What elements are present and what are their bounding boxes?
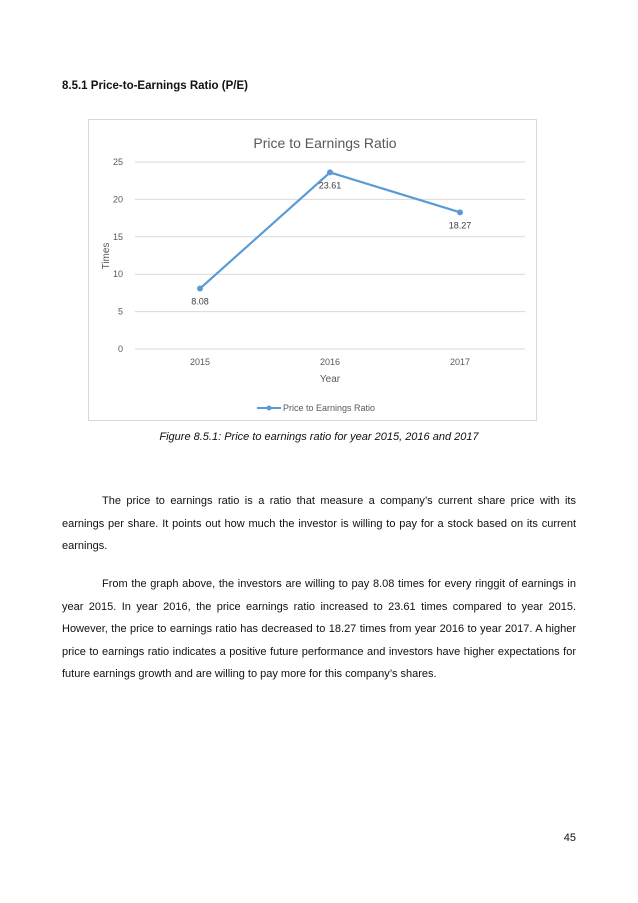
y-tick-label: 20 [112, 194, 123, 205]
chart-svg [89, 120, 538, 422]
legend [257, 403, 375, 413]
x-tick-label: 2016 [319, 357, 341, 367]
data-point-2016 [327, 169, 333, 175]
y-tick-labels [113, 157, 123, 354]
y-tick-label: 25 [112, 157, 123, 167]
y-tick-label: 5 [117, 306, 123, 317]
y-tick-label: 10 [112, 269, 123, 280]
y-tick-label: 15 [112, 231, 123, 242]
pe-ratio-chart [88, 119, 537, 421]
y-tick-label: 0 [117, 344, 123, 354]
x-axis-label: Year [319, 374, 341, 385]
legend-marker-swatch [267, 406, 272, 411]
x-tick-label: 2017 [449, 357, 471, 367]
data-label-2015: 8.08 [191, 296, 209, 307]
legend-series-name: Price to Earnings Ratio [283, 403, 376, 413]
paragraph-intro: The price to earnings ratio is a ratio that measure a company’s current share price with its earnings per share. It points out how much the investor is willing to pay for a stock based on its current earnings. [62, 495, 576, 552]
section-heading: 8.5.1 Price-to-Earnings Ratio (P/E) [62, 80, 248, 92]
paragraph-analysis: From the graph above, the investors are willing to pay 8.08 times for every ringgit of earnings in year 2015. In year 2016, the price earnings ratio increased to 23.61 times compared to year 2015. However, the price to earnings ratio has decreased to 18.27 times from year 2016 to year 2017. A higher price to earnings ratio indicates a positive future performance and investors have higher expectations for future earnings growth and are willing to pay more for this company’s shares. [62, 578, 576, 680]
chart-title: Price to Earnings Ratio [253, 135, 397, 151]
series-layer [191, 169, 471, 306]
data-label-2017: 18.27 [448, 220, 472, 231]
x-tick-labels [190, 357, 470, 367]
figure-caption: Figure 8.5.1: Price to earnings ratio for year 2015, 2016 and 2017 [159, 431, 479, 443]
y-axis-label: Times [101, 242, 112, 270]
data-point-2017 [457, 209, 463, 215]
data-label-2016: 23.61 [318, 180, 342, 191]
data-point-2015 [197, 286, 203, 292]
x-tick-label: 2015 [189, 357, 211, 367]
page-number: 45 [563, 832, 576, 844]
